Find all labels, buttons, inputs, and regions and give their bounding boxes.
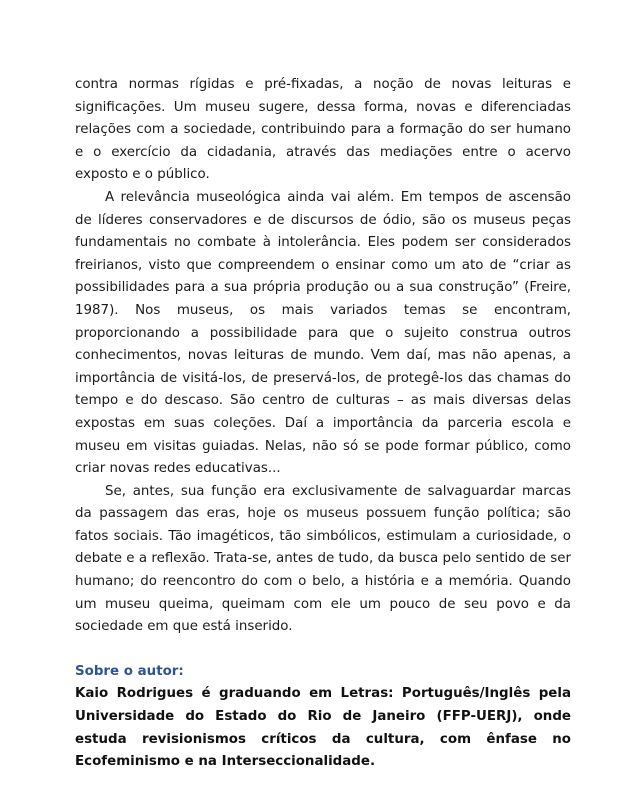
author-bio: Kaio Rodrigues é graduando em Letras: Português/Inglês pela Universidade do Estado do Rio de Janeiro (FFP-UERJ), onde estuda revisionismos críticos da cultura, com ênfase no Ecofeminismo e na Interseccionalidade. [75,686,571,770]
body-paragraph: Se, antes, sua função era exclusivamente de salvaguardar marcas da passagem das eras, hoje os museus possuem função política; são fatos sociais. Tão imagéticos, tão simbólicos, estimulam a curiosidade, o debate e a reflexão. Trata-se, antes de tudo, da busca pelo sentido de ser humano; do reencontro do com o belo, a história e a memória. Quando um museu queima, queimam com ele um pouco de seu povo e da sociedade em que está inserido. [75,483,571,635]
body-paragraph: contra normas rígidas e pré-fixadas, a noção de novas leituras e significações. Um museu sugere, dessa forma, novas e diferenciadas relações com a sociedade, contribuindo para a formação do ser humano e o exercício da cidadania, através das mediações entre o acervo exposto e o público. [75,77,571,183]
body-paragraph: A relevância museológica ainda vai além. Em tempos de ascensão de líderes conservadores e de discursos de ódio, são os museus peças fundamentais no combate à intolerância. Eles podem ser considerados freirianos, visto que compreendem o ensinar como um ato de “criar as possibilidades para a sua própria produção ou a sua construção” (Freire, 1987). Nos museus, os mais variados temas se encontram, proporcionando a possibilidade para que o sujeito construa outros conhecimentos, novas leituras de mundo. Vem daí, mas não apenas, a importância de visitá-los, de preservá-los, de protegê-los das chamas do tempo e do descaso. São centro de culturas – as mais diversas delas expostas em suas coleções. Daí a importância da parceria escola e museu em visitas guiadas. Nelas, não só se pode formar público, como criar novas redes educativas... [75,189,571,477]
author-section-heading: Sobre o autor: [75,663,184,679]
document-page [75,74,571,774]
